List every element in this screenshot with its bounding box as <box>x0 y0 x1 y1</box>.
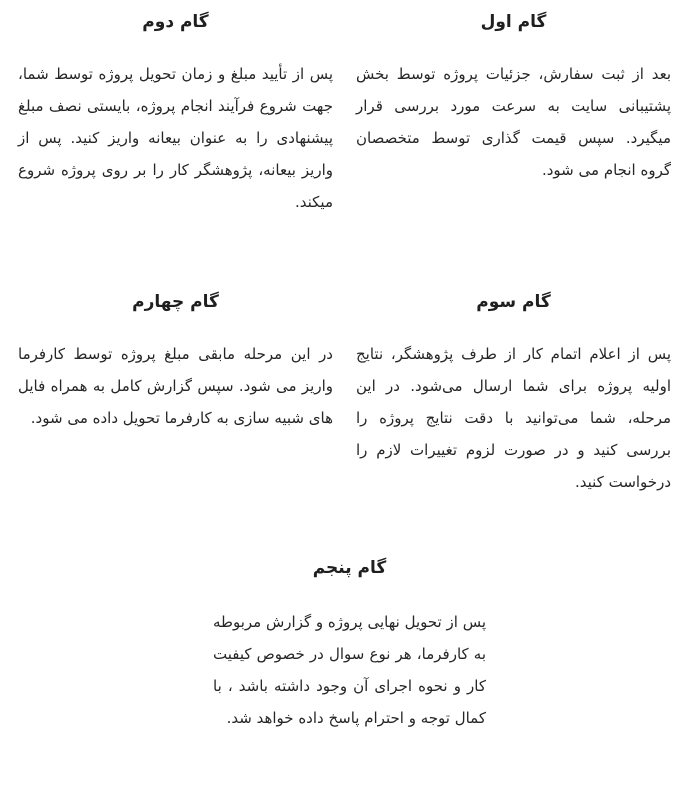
step-4 <box>18 292 333 434</box>
step-3-title: گام سوم <box>476 292 551 312</box>
step-2 <box>18 12 333 218</box>
step-2-text: پس از تأیید مبلغ و زمان تحویل پروژه توسط شما، جهت شروع فرآیند انجام پروژه، بایستی نصف مبلغ پیشنهادی را به عنوان بیعانه واریز کنید. پس از واریز بیعانه، پژوهشگر کار را بر روی پروژه شروع میکند. <box>18 65 333 211</box>
step-5-text: پس از تحویل نهایی پروژه و گزارش مربوطه به کارفرما، هر نوع سوال در خصوص کیفیت کار و نحوه اجرای آن وجود داشته باشد ، با کمال توجه و احترام پاسخ داده خواهد شد. <box>213 613 486 727</box>
step-4-title: گام چهارم <box>132 292 219 312</box>
step-2-title: گام دوم <box>142 12 209 32</box>
step-3-text: پس از اعلام اتمام کار از طرف پژوهشگر، نتایج اولیه پروژه برای شما ارسال می‌شود. در این مرحله، شما می‌توانید با دقت نتایج پروژه را بررسی کنید و در صورت لزوم تغییرات لازم را درخواست کنید. <box>356 345 671 491</box>
step-1 <box>356 12 671 186</box>
step-1-title: گام اول <box>480 12 547 32</box>
step-4-text: در این مرحله مابقی مبلغ پروژه توسط کارفرما واریز می شود. سپس گزارش کامل به همراه فایل های شبیه سازی به کارفرما تحویل داده می شود. <box>18 345 333 427</box>
step-5-title: گام پنجم <box>312 558 387 578</box>
step-1-text: بعد از ثبت سفارش، جزئیات پروژه توسط بخش پشتیبانی سایت به سرعت مورد بررسی قرار میگیرد. سپس قیمت گذاری توسط متخصصان گروه انجام می شود. <box>356 65 671 179</box>
step-3 <box>356 292 671 498</box>
step-5 <box>213 558 486 734</box>
